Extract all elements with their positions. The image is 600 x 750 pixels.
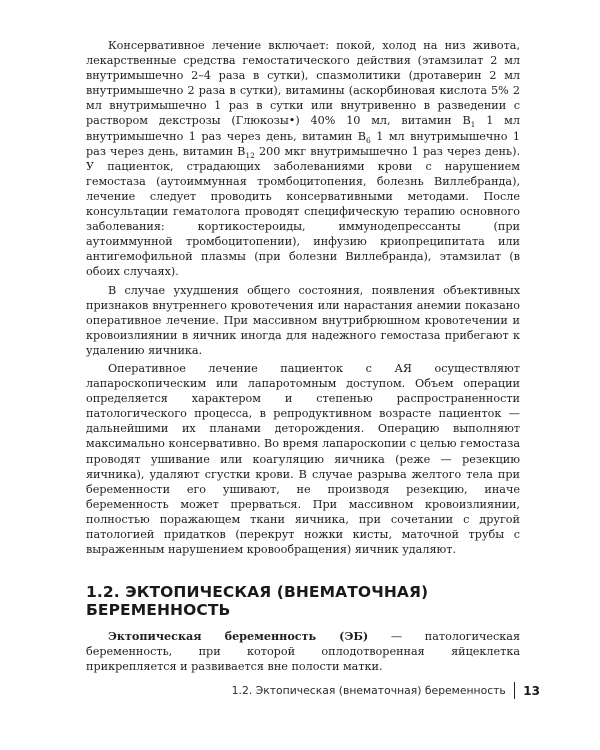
subscript: 12 xyxy=(245,150,255,160)
text-run: 200 мкг внутримышечно 1 раз через день). У пациенток, страдающих заболеваниями крови с нарушением гемостаза (аутоиммунная тромбоцитопения, болезнь Виллебранда), лечение следует проводить консервативными методами. После консультации гематолога проводят специфическую терапию основного заболевания: кортикостероиды, иммунодепрессанты (при аутоиммунной тромбоцитопении), инфузию криопреципитата или антигемофильной плазмы (при болезни Виллебранда), этамзилат (в обоих случаях). xyxy=(86,144,520,279)
page-footer xyxy=(232,682,540,699)
paragraph-definition xyxy=(86,629,520,674)
definition-term: Эктопическая беременность (ЭБ) xyxy=(108,629,369,644)
page-number: 13 xyxy=(523,683,540,698)
subscript: 6 xyxy=(366,135,371,145)
section-heading: 1.2. ЭКТОПИЧЕСКАЯ (ВНЕМАТОЧНАЯ) БЕРЕМЕННОСТЬ xyxy=(86,583,429,620)
page-content xyxy=(86,38,520,674)
text-run: Консервативное лечение включает: покой, холод на низ живота, лекарственные средства гемостатического действия (этамзилат 2 мл внутримышечно 2–4 раза в сутки), спазмолитики (дротаверин 2 мл внутримышечно 2 раза в сутки), витамины (аскорбиновая кислота 5% 2 мл внутримышечно 1 раз в сутки или внутривенно в разведении с раствором декстрозы (Глюкозы•) 40% 10 мл, витамин В xyxy=(86,39,520,128)
paragraph-operative-indications: В случае ухудшения общего состояния, появления объективных признаков внутреннего кровотечения или нарастания анемии показано оперативное лечение. При массивном внутрибрюшном кровотечении и кровоизлиянии в яичник иногда для надежного гемостаза прибегают к удалению яичника. xyxy=(86,283,520,357)
text-run: 1 мл внутримышечно 1 раз через день, витамин В xyxy=(86,129,520,158)
text-run: 1 мл внутримышечно 1 раз через день, витамин В xyxy=(86,114,520,143)
running-title: 1.2. Эктопическая (внематочная) беременность xyxy=(231,684,506,697)
definition-text: — патологическая беременность, при которой оплодотворенная яйцеклетка прикрепляется и развивается вне полости матки. xyxy=(86,630,521,674)
paragraph-operative-treatment: Оперативное лечение пациенток с АЯ осуществляют лапароскопическим или лапаротомным доступом. Объем операции определяется характером и степенью распространенности патологического процесса, в репродуктивном возрасте пациенток — дальнейшими их планами деторождения. Операцию выполняют максимально консервативно. Во время лапароскопии с целью гемостаза проводят ушивание или коагуляцию яичника (реже — резекцию яичника), удаляют сгустки крови. В случае разрыва желтого тела при беременности его ушивают, не производя резекцию, иначе беременность может прерваться. При массивном кровоизлиянии, полностью поражающем ткани яичника, при сочетании с другой патологией придатков (перекрут ножки кисты, маточной трубы с выраженным нарушением кровообращения) яичник удаляют. xyxy=(86,361,520,557)
subscript: 1 xyxy=(470,120,476,130)
paragraph-conservative-treatment xyxy=(86,38,520,280)
footer-divider xyxy=(514,682,516,699)
